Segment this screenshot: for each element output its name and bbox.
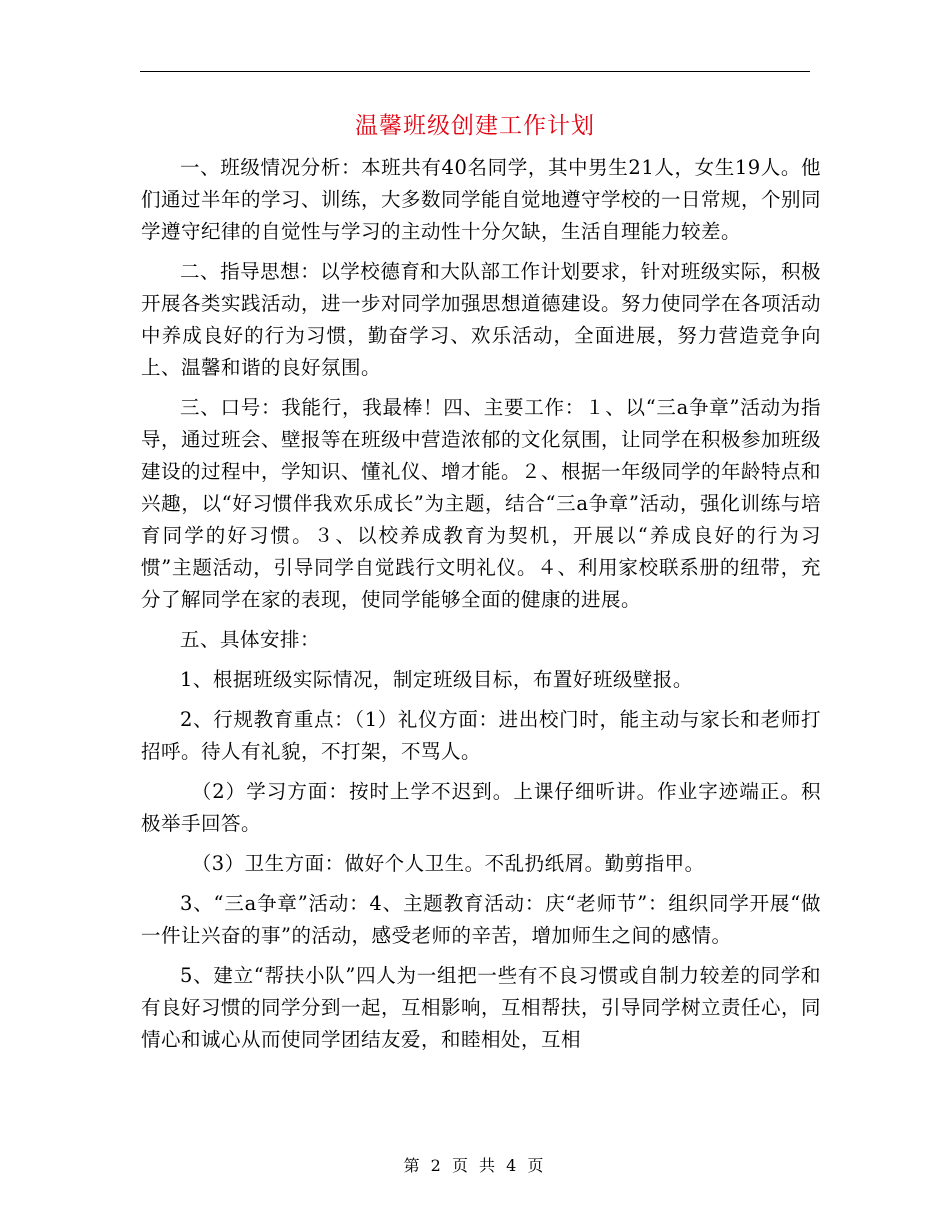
paragraph-class-analysis: 一、班级情况分析：本班共有40名同学，其中男生21人，女生19人。他们通过半年的学习、训练，大多数同学能自觉地遵守学校的一日常规，个别同学遵守纪律的自觉性与学习的主动性十分欠缺，生活自理能力较差。: [141, 156, 822, 243]
paragraph-arrangement-heading: 五、具体安排：: [180, 628, 321, 651]
paragraph-guiding-ideology: 二、指导思想：以学校德育和大队部工作计划要求，针对班级实际，积极开展各类实践活动，进一步对同学加强思想道德建设。努力使同学在各项活动中养成良好的行为习惯，勤奋学习、欢乐活动，全面进展，努力营造竞争向上、温馨和谐的良好氛围。: [141, 260, 822, 379]
paragraph-item-2: 2、行规教育重点：（1）礼仪方面：进出校门时，能主动与家长和老师打招呼。待人有礼貌，不打架，不骂人。: [141, 708, 821, 763]
paragraph-item-2-hygiene: （3）卫生方面：做好个人卫生。不乱扔纸屑。勤剪指甲。: [191, 852, 705, 875]
document-body: [141, 152, 821, 1064]
paragraph-item-2-study: （2）学习方面：按时上学不迟到。上课仔细听讲。作业字迹端正。积极举手回答。: [141, 780, 821, 835]
page-number-footer: 第 2 页 共 4 页: [403, 1156, 547, 1175]
paragraph-item-5: 5、建立“帮扶小队”四人为一组把一些有不良习惯或自制力较差的同学和有良好习惯的同学分到一起，互相影响，互相帮扶，引导同学树立责任心，同情心和诚心从而使同学团结友爱，和睦相处，互相: [141, 964, 822, 1051]
header-rule: [140, 71, 810, 72]
paragraph-slogan-main-work: 三、口号：我能行，我最棒！四、主要工作：１、以“三a争章”活动为指导，通过班会、壁报等在班级中营造浓郁的文化氛围，让同学在积极参加班级建设的过程中，学知识、懂礼仪、增才能。２、根据一年级同学的年龄特点和兴趣，以“好习惯伴我欢乐成长”为主题，结合“三a争章”活动，强化训练与培育同学的好习惯。３、以校养成教育为契机，开展以“养成良好的行为习惯”主题活动，引导同学自觉践行文明礼仪。４、利用家校联系册的纽带，充分了解同学在家的表现，使同学能够全面的健康的进展。: [141, 396, 822, 611]
paragraph-item-1: 1、根据班级实际情况，制定班级目标，布置好班级壁报。: [180, 668, 693, 691]
document-title: 温馨班级创建工作计划: [355, 113, 595, 139]
paragraph-item-3-4: 3、“三a争章”活动：4、主题教育活动：庆“老师节”：组织同学开展“做一件让兴奋的事”的活动，感受老师的辛苦，增加师生之间的感情。: [141, 892, 821, 947]
